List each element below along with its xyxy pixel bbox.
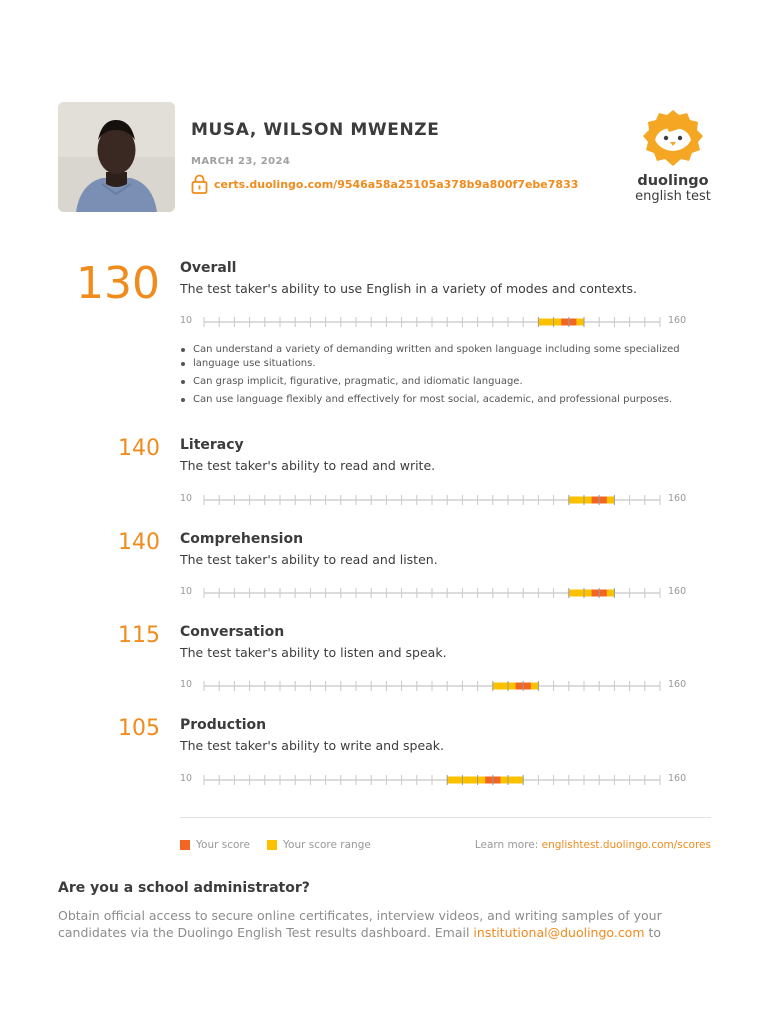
conversation-score-scale <box>178 678 698 694</box>
candidate-photo <box>58 102 175 212</box>
certificate-link[interactable] <box>191 174 578 194</box>
comprehension-scale-track <box>200 585 664 601</box>
overall-score-scale <box>178 314 698 330</box>
scale-max-label: 160 <box>668 493 687 504</box>
scale-max-label: 160 <box>668 586 687 597</box>
overall-description: The test taker's ability to use English in a variety of modes and contexts. <box>180 281 638 296</box>
institutional-email-link[interactable]: institutional@duolingo.com <box>473 925 645 940</box>
bullet-item: Can grasp implicit, figurative, pragmatic, and idiomatic language. <box>180 375 720 389</box>
legend-your-score <box>180 838 250 852</box>
production-score-scale <box>178 772 698 788</box>
overall-score: 130 <box>76 258 160 309</box>
comprehension-title: Comprehension <box>180 531 304 547</box>
scale-max-label: 160 <box>668 773 687 784</box>
overall-scale-track <box>200 314 664 330</box>
production-scale-track <box>200 772 664 788</box>
duolingo-logo <box>628 108 718 204</box>
bullet-item: Can use language flexibly and effectively for most social, academic, and professional purposes. <box>180 393 720 407</box>
comprehension-score-scale <box>178 585 698 601</box>
scale-max-label: 160 <box>668 315 687 326</box>
logo-brand-text: duolingo <box>637 173 709 189</box>
score-range-bar <box>569 497 615 504</box>
literacy-title: Literacy <box>180 437 244 453</box>
admin-text-line2: candidates via the Duolingo English Test results dashboard. Email institutional@duolingo.com to <box>58 925 662 940</box>
scale-min-label: 10 <box>180 773 193 784</box>
production-title: Production <box>180 717 267 733</box>
conversation-title: Conversation <box>180 624 285 640</box>
literacy-score-scale <box>178 492 698 508</box>
overall-title: Overall <box>180 260 237 276</box>
certificate-url[interactable]: certs.duolingo.com/9546a58a25105a378b9a800f7ebe7833 <box>214 177 579 191</box>
bullet-item-continued: language use situations. <box>180 357 720 371</box>
admin-text-line1: Obtain official access to secure online certificates, interview videos, and writing samples of your <box>58 908 662 923</box>
literacy-scale-track <box>200 492 664 508</box>
conversation-score: 115 <box>118 623 160 648</box>
scale-min-label: 10 <box>180 679 193 690</box>
production-description: The test taker's ability to write and speak. <box>180 738 445 753</box>
legend-range-label: Your score range <box>283 839 371 851</box>
range-swatch <box>267 840 277 850</box>
test-date: MARCH 23, 2024 <box>191 156 291 167</box>
score-swatch <box>180 840 190 850</box>
lock-icon <box>191 174 208 194</box>
duolingo-owl-icon <box>640 108 706 170</box>
conversation-description: The test taker's ability to listen and speak. <box>180 645 447 660</box>
score-range-bar <box>493 683 539 690</box>
scale-max-label: 160 <box>668 679 687 690</box>
bullet-item: Can understand a variety of demanding written and spoken language including some specialized <box>180 343 720 357</box>
conversation-scale-track <box>200 678 664 694</box>
scale-min-label: 10 <box>180 315 193 326</box>
divider <box>180 817 711 818</box>
legend-score-label: Your score <box>196 839 250 851</box>
admin-text <box>58 907 698 941</box>
legend-your-range <box>267 838 371 852</box>
score-range-bar <box>569 590 615 597</box>
scale-min-label: 10 <box>180 493 193 504</box>
learn-more-label: Learn more: <box>474 839 542 851</box>
learn-more-link[interactable]: englishtest.duolingo.com/scores <box>541 839 711 851</box>
comprehension-description: The test taker's ability to read and listen. <box>180 552 438 567</box>
overall-bullets <box>180 343 720 411</box>
learn-more <box>475 838 711 852</box>
literacy-score: 140 <box>118 436 160 461</box>
scale-min-label: 10 <box>180 586 193 597</box>
candidate-name: MUSA, WILSON MWENZE <box>191 120 440 140</box>
logo-sub-text: english test <box>635 189 711 204</box>
production-score: 105 <box>118 716 160 741</box>
comprehension-score: 140 <box>118 530 160 555</box>
literacy-description: The test taker's ability to read and write. <box>180 458 436 473</box>
admin-heading: Are you a school administrator? <box>58 880 310 896</box>
